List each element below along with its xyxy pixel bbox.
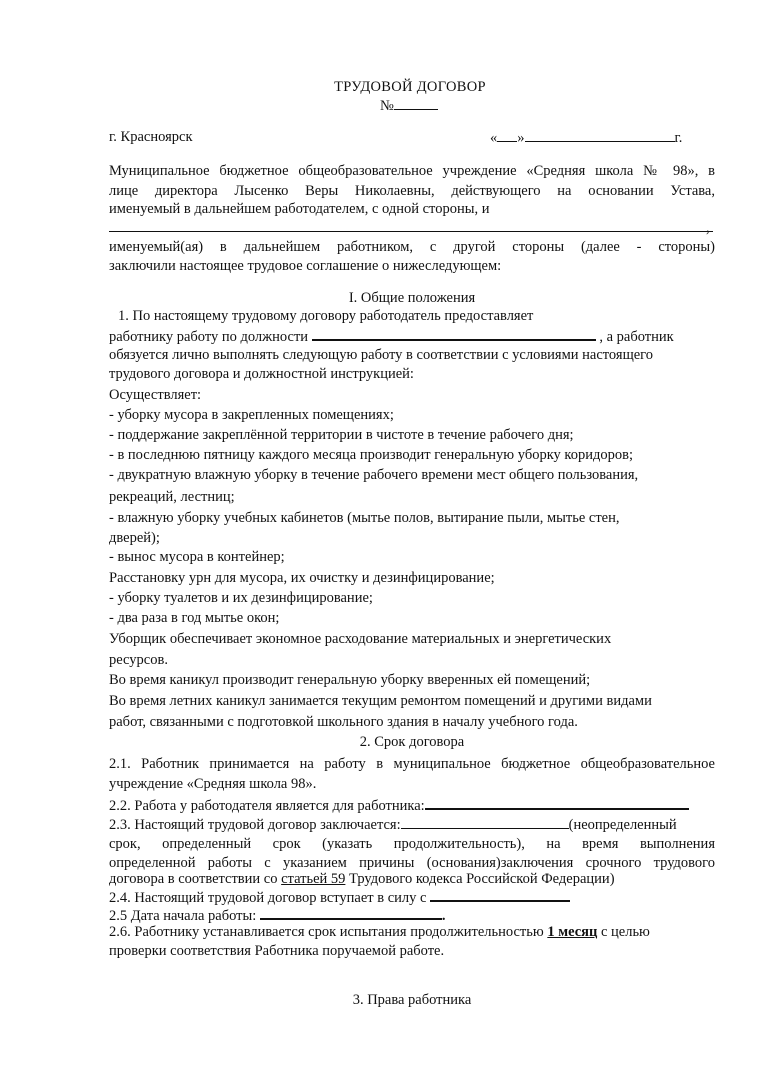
work-type-label: 2.2. Работа у работодателя является для работника: (109, 798, 425, 814)
duty-item-3: - в последнюю пятницу каждого месяца производит генеральную уборку коридоров; (109, 447, 633, 463)
intro-line-1: Муниципальное бюджетное общеобразовательное учреждение «Средняя школа № 98», в (109, 163, 715, 179)
section-3-heading: 3. Права работника (352, 992, 472, 1008)
clause-2-3-line-3: определенной работы с указанием причины (основания)заключения срочного трудового (109, 855, 715, 871)
duty-item-1: - уборку мусора в закрепленных помещениях; (109, 407, 394, 423)
duty-item-12-cont: работ, связанными с подготовкой школьного здания в началу учебного года. (109, 714, 578, 730)
duty-item-12: Во время летних каникул занимается текущим ремонтом помещений и другими видами (109, 693, 652, 709)
employee-name-blank (109, 231, 713, 232)
start-date-blank (260, 905, 442, 920)
clause-1-line-2 (109, 326, 715, 346)
clause-2-3-line-1 (109, 815, 715, 834)
clause-2-3-line-2: срок, определенный срок (указать продолжительность), на время выполнения (109, 836, 715, 852)
section-1-heading: I. Общие положения (348, 290, 476, 306)
clause-2-1-line-2: учреждение «Средняя школа 98». (109, 776, 317, 792)
position-tail: , а работник (599, 329, 674, 345)
duty-item-2: - поддержание закреплённой территории в чистоте в течение рабочего дня; (109, 427, 574, 443)
probation-post: с целью (597, 924, 650, 940)
clause-2-5 (109, 905, 715, 925)
intro-line-5: именуемый(ая) в дальнейшем работником, с другой стороны (далее - стороны) (109, 239, 715, 255)
duty-item-4: - двукратную влажную уборку в течение рабочего времени мест общего пользования, (109, 467, 639, 483)
intro-line-6: заключили настоящее трудовое соглашение о нижеследующем: (109, 258, 502, 274)
duty-item-5-cont: дверей); (109, 530, 160, 546)
duty-item-10: Уборщик обеспечивает экономное расходование материальных и энергетических (109, 631, 612, 647)
duty-item-7: Расстановку урн для мусора, их очистку и дезинфицирование; (109, 570, 495, 586)
clause-2-3-line-4 (109, 870, 715, 888)
intro-line-2: лице директора Лысенко Веры Николаевны, действующего на основании Устава, (109, 183, 715, 199)
employee-name-comma: , (706, 220, 710, 236)
clause-1-line-3: обязуется лично выполнять следующую работу в соответствии с условиями настоящего (109, 347, 654, 363)
clause-1-line-1: 1. По настоящему трудовому договору работодатель предоставляет (118, 308, 534, 324)
document-title: ТРУДОВОЙ ДОГОВОР (334, 79, 486, 95)
position-label: работнику работу по должности (109, 329, 309, 345)
number-blank (394, 96, 438, 110)
date-month-blank (525, 128, 675, 142)
city-label: г. Красноярск (109, 129, 193, 145)
intro-line-3: именуемый в дальнейшем работодателем, с одной стороны, и (109, 201, 490, 217)
performs-label: Осуществляет: (109, 387, 202, 403)
article-59-link[interactable]: статьей 59 (281, 871, 346, 887)
duty-item-11: Во время каникул производит генеральную уборку вверенных ей помещений; (109, 672, 591, 688)
clause-2-2 (109, 795, 715, 815)
effective-date-blank (430, 887, 570, 902)
clause-2-3-post: Трудового кодекса Российской Федерации) (345, 871, 615, 887)
clause-1-line-4: трудового договора и должностной инструкцией: (109, 366, 414, 382)
duty-item-4-cont: рекреаций, лестниц; (109, 489, 235, 505)
section-2-heading: 2. Срок договора (359, 734, 465, 750)
document-number (380, 96, 480, 115)
probation-pre: 2.6. Работнику устанавливается срок испытания продолжительностью (109, 924, 548, 940)
clause-2-3-pre: договора в соответствии со (109, 871, 282, 887)
clause-2-1-line-1: 2.1. Работник принимается на работу в муниципальное бюджетное общеобразовательное (109, 756, 715, 772)
start-date-label: 2.5 Дата начала работы: (109, 908, 257, 924)
clause-2-4 (109, 887, 715, 907)
clause-2-6-line-2: проверки соответствия Работника поручаемой работе. (109, 943, 445, 959)
duty-item-10-cont: ресурсов. (109, 652, 168, 668)
contract-term-tail: (неопределенный (568, 817, 677, 833)
year-suffix: г. (674, 130, 683, 146)
number-label: № (380, 98, 394, 114)
duty-item-6: - вынос мусора в контейнер; (109, 549, 285, 565)
contract-term-label: 2.3. Настоящий трудовой договор заключается: (109, 817, 401, 833)
contract-term-blank (401, 815, 569, 829)
position-blank (312, 326, 596, 341)
start-date-dot: . (441, 908, 446, 924)
date-close-quote: » (517, 130, 525, 146)
date-line (490, 128, 715, 147)
clause-2-6-line-1 (109, 923, 715, 941)
date-open-quote: « (490, 130, 498, 146)
duty-item-5: - влажную уборку учебных кабинетов (мытье полов, вытирание пыли, мытье стен, (109, 510, 620, 526)
date-day-blank (497, 128, 517, 142)
duty-item-8: - уборку туалетов и их дезинфицирование; (109, 590, 373, 606)
probation-term: 1 месяц (547, 924, 598, 940)
effective-date-label: 2.4. Настоящий трудовой договор вступает в силу с (109, 890, 427, 906)
duty-item-9: - два раза в год мытье окон; (109, 610, 280, 626)
work-type-blank (425, 795, 689, 810)
